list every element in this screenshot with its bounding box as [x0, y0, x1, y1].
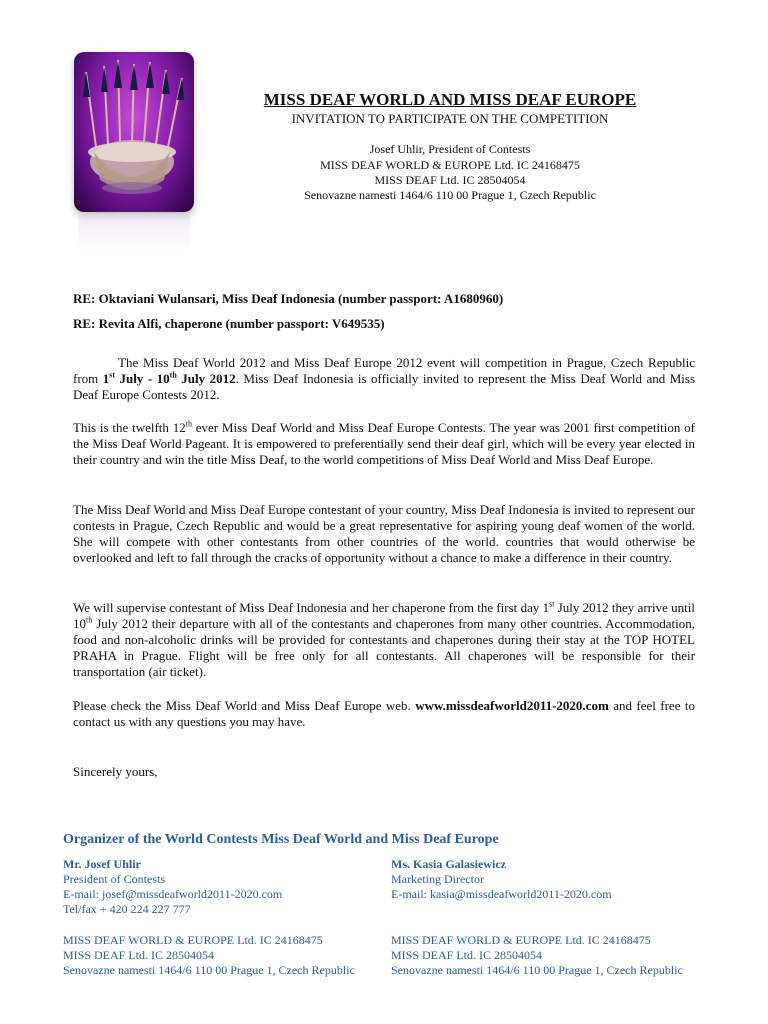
text: We will supervise contestant of Miss Deaf Indonesia and her chaperone from the first day 1	[73, 600, 550, 615]
contact-email[interactable]: E-mail: josef@missdeafworld2011-2020.com	[63, 887, 283, 901]
date-range	[103, 371, 236, 386]
text: 1	[102, 371, 110, 386]
website-link[interactable]: www.missdeafworld2011-2020.com	[415, 698, 609, 713]
header-line: Senovazne namesti 1464/6 110 00 Prague 1, Czech Republic	[304, 188, 596, 202]
text: July 2012 they arrive until 10	[73, 600, 695, 631]
contact-right	[391, 857, 612, 902]
company-line: Senovazne namesti 1464/6 110 00 Prague 1, Czech Republic	[63, 963, 355, 977]
contact-left	[63, 857, 282, 917]
document-title: MISS DEAF WORLD AND MISS DEAF EUROPE	[263, 90, 637, 109]
text: This is the twelfth 12	[73, 420, 186, 435]
company-right	[391, 933, 683, 978]
contact-name: Ms. Kasia Galasiewicz	[391, 857, 506, 871]
superscript: st	[109, 370, 116, 380]
company-line: MISS DEAF WORLD & EUROPE Ltd. IC 24168475	[391, 933, 651, 947]
header-line: MISS DEAF WORLD & EUROPE Ltd. IC 24168475	[320, 158, 580, 172]
text: Please check the Miss Deaf World and Miss Deaf Europe web.	[73, 698, 416, 713]
text: . Miss Deaf Indonesia is officially invited to represent the Miss Deaf World and Miss Deaf Europe Contests 2012.	[73, 371, 696, 402]
text: and feel free to contact us with any questions you may have.	[73, 698, 696, 729]
text: ever Miss Deaf World and Miss Deaf Europe Contests. The year was 2001 first competition of the Miss Deaf World Pageant. It is empowered to preferentially send their deaf girl, which will be every year elected in their country and win the title Miss Deaf, to the world competitions of Miss Deaf World and Miss Deaf Europe.	[73, 420, 695, 467]
company-line: Senovazne namesti 1464/6 110 00 Prague 1, Czech Republic	[391, 963, 683, 977]
logo-reflection	[78, 214, 190, 252]
superscript: th	[169, 370, 177, 380]
contact-name: Mr. Josef Uhlir	[63, 857, 141, 871]
superscript: th	[185, 419, 192, 429]
text: The Miss Deaf World 2012 and Miss Deaf Europe 2012 event will competition in Prague, Czech Republic from	[73, 355, 695, 386]
closing: Sincerely yours,	[73, 764, 158, 779]
paragraph	[73, 600, 695, 680]
company-left	[63, 933, 355, 978]
re-line: RE: Oktaviani Wulansari, Miss Deaf Indonesia (number passport: A1680960)	[73, 291, 504, 306]
re-line: RE: Revita Alfi, chaperone (number passport: V649535)	[73, 316, 385, 331]
header-line: MISS DEAF Ltd. IC 28504054	[374, 173, 526, 187]
contact-tel: Tel/fax + 420 224 227 777	[63, 902, 191, 916]
header-line: Josef Uhlir, President of Contests	[369, 142, 531, 156]
contact-role: President of Contests	[63, 872, 165, 886]
crown-icon	[74, 52, 194, 212]
contact-role: Marketing Director	[391, 872, 484, 886]
company-line: MISS DEAF WORLD & EUROPE Ltd. IC 24168475	[63, 933, 323, 947]
superscript: th	[86, 615, 93, 625]
paragraph	[73, 420, 695, 468]
document-subtitle: INVITATION TO PARTICIPATE ON THE COMPETITION	[291, 111, 609, 126]
paragraph	[73, 698, 695, 730]
paragraph	[73, 355, 695, 403]
text: July - 10	[115, 371, 170, 386]
crown-logo	[74, 52, 194, 212]
company-line: MISS DEAF Ltd. IC 28504054	[63, 948, 215, 962]
company-line: MISS DEAF Ltd. IC 28504054	[391, 948, 543, 962]
text: July 2012 their departure with all of the contestants and chaperones from many other countries. Accommodation, food and non-alcoholic drinks will be provided for contestants and chaperones during their stay at the TOP HOTEL PRAHA in Prague. Flight will be free only for all contestants. All chaperones will be responsible for their transportation (air ticket).	[73, 616, 695, 679]
contact-email[interactable]: E-mail: kasia@missdeafworld2011-2020.com	[391, 887, 612, 901]
superscript: st	[549, 599, 555, 609]
paragraph: The Miss Deaf World and Miss Deaf Europe contestant of your country, Miss Deaf Indonesia is invited to represent our contests in Prague, Czech Republic and would be a great representative for aspiring young deaf women of the world. She will compete with other contestants from other countries of the world. countries that would otherwise be overlooked and left to fall through the cracks of opportunity without a chance to make a difference in their country.	[73, 502, 695, 565]
text: July 2012	[176, 371, 236, 386]
organizer-title: Organizer of the World Contests Miss Deaf World and Miss Deaf Europe	[63, 832, 499, 847]
